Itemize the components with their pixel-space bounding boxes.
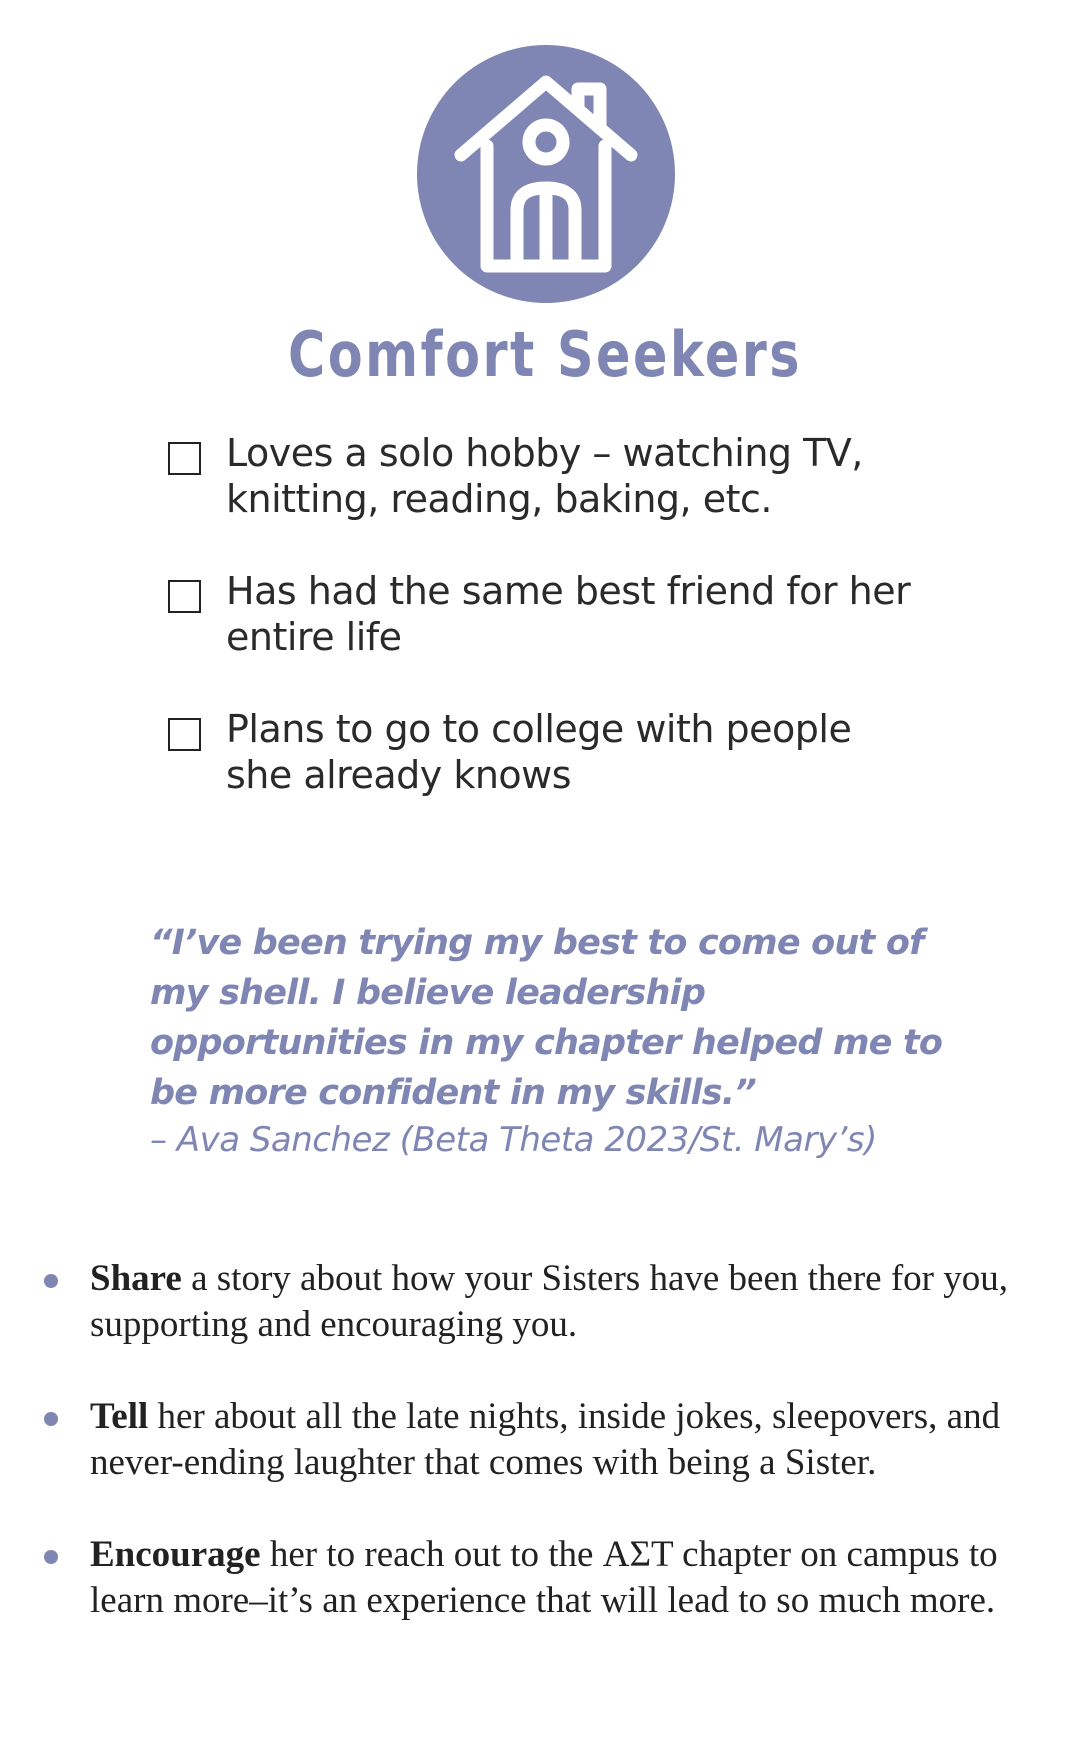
- checklist-item-text: Plans to go to college with people she already knows: [226, 707, 852, 797]
- tip-text: a story about how your Sisters have been there for you, supporting and encouraging you.: [90, 1258, 1008, 1345]
- checkbox[interactable]: [168, 718, 201, 751]
- bullet-icon: [44, 1550, 58, 1564]
- tip-item: [42, 1394, 1052, 1486]
- checklist-item: [168, 706, 928, 798]
- tips-list: [42, 1256, 1052, 1670]
- bullet-icon: [44, 1412, 58, 1426]
- testimonial-attribution: – Ava Sanchez (Beta Theta 2023/St. Mary’s): [150, 1120, 877, 1160]
- tip-verb: Tell: [90, 1396, 149, 1437]
- checklist-item-text: Loves a solo hobby – watching TV, knitting, reading, baking, etc.: [226, 431, 863, 521]
- bullet-icon: [44, 1274, 58, 1288]
- house-icon-badge: [417, 45, 675, 303]
- tip-item: [42, 1256, 1052, 1348]
- checkbox[interactable]: [168, 442, 201, 475]
- testimonial-quote: “I’ve been trying my best to come out of my shell. I believe leadership opportunities in my chapter helped me to be more confident in my skills.”: [150, 923, 943, 1113]
- tip-text: her to reach out to the ΑΣΤ chapter on campus to learn more–it’s an experience that will lead to so much more.: [90, 1534, 998, 1621]
- tip-verb: Share: [90, 1258, 182, 1299]
- checklist: [168, 430, 928, 844]
- checklist-item-text: Has had the same best friend for her entire life: [226, 569, 911, 659]
- checkbox[interactable]: [168, 580, 201, 613]
- checklist-item: [168, 430, 928, 522]
- page-title: Comfort Seekers: [287, 318, 803, 391]
- tip-text: her about all the late nights, inside jokes, sleepovers, and never-ending laughter that comes with being a Sister.: [90, 1396, 1001, 1483]
- tip-verb: Encourage: [90, 1534, 261, 1575]
- checklist-item: [168, 568, 928, 660]
- tip-item: [42, 1532, 1052, 1624]
- house-icon: [417, 45, 675, 303]
